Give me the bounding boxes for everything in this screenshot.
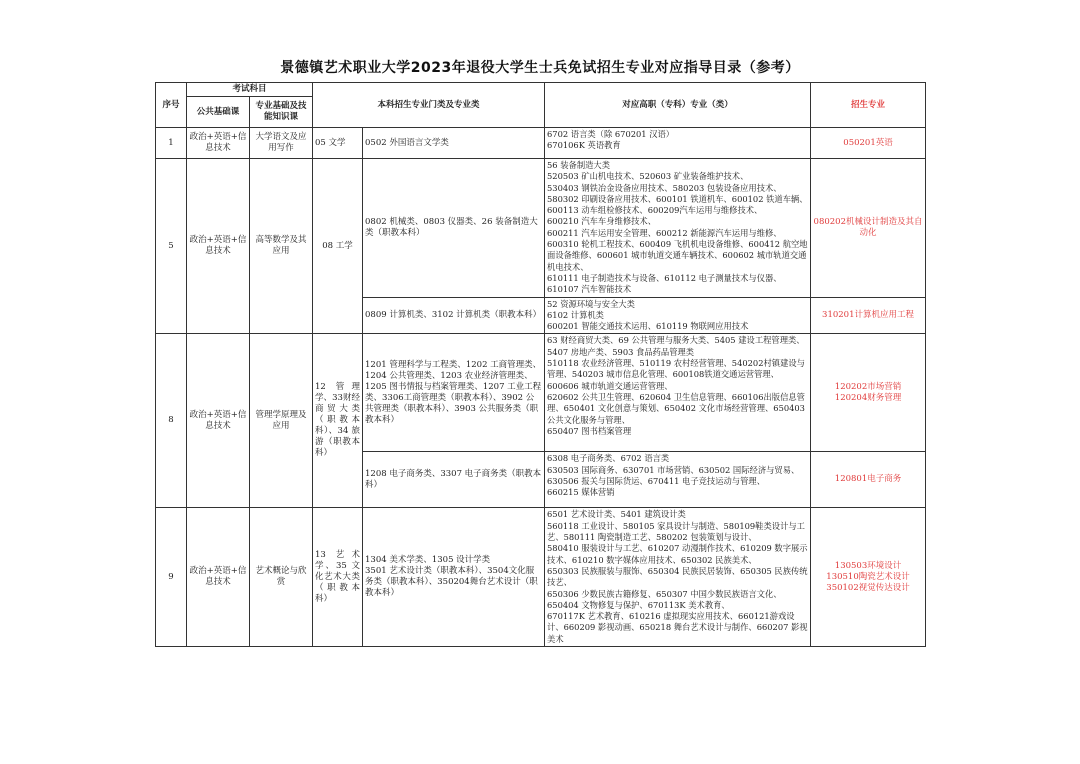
row-8-major-course: 管理学原理及应用: [250, 334, 313, 508]
header-undergrad-categories: 本科招生专业门类及专业类: [313, 83, 545, 128]
row-8-enroll-a: 120202市场营销 120204财务管理: [811, 334, 926, 452]
row-1-major-course: 大学语文及应用写作: [250, 128, 313, 159]
row-9-category: 1304 美术学类、1305 设计学类 3501 艺术设计类（职教本科）、3504文化服务类（职教本科）、350204舞台艺术设计（职教本科）: [363, 508, 545, 647]
major-mapping-table: [155, 82, 926, 647]
page-title: 景德镇艺术职业大学2023年退役大学生士兵免试招生专业对应指导目录（参考）: [280, 60, 800, 76]
row-5-vocational-b: 52 资源环境与安全大类 6102 计算机类 600201 智能交通技术运用、610119 物联网应用技术: [545, 297, 811, 334]
row-1-vocational: 6702 语言类（除 670201 汉语） 670106K 英语教育: [545, 128, 811, 159]
header-public-course: 公共基础课: [187, 97, 250, 128]
row-9-vocational: 6501 艺术设计类、5401 建筑设计类 560118 工业设计、580105 家具设计与制造、580109鞋类设计与工艺、580111 陶瓷制造工艺、580202 包装策划与设计、 580410 服装设计与工艺、610207 动漫制作技术、610209 数字展示技术、610210 数字媒体应用技术、650302 民族美术、 650303 民族服装与服饰、650304 民族民居装饰、650305 民族传统技艺、 650306 少数民族古籍修复、650307 中国少数民族语言文化、 650404 文物修复与保护、670113K 美术教育、 670117K 艺术教育、610216 虚拟现实应用技术、660121游戏设计、660209 影视动画、650218 舞台艺术设计与制作、660207 影视美术: [545, 508, 811, 647]
row-8-category-a: 1201 管理科学与工程类、1202 工商管理类、1204 公共管理类、1203 农业经济管理类、1205 图书情报与档案管理类、1207 工业工程类、3306工商管理类（职教本科）、3902 公共管理类（职教本科）、3903 公共服务类（职教本科）: [363, 334, 545, 452]
row-5-major-course: 高等数学及其应用: [250, 159, 313, 334]
row-5-category-a: 0802 机械类、0803 仪器类、26 装备制造大类（职教本科）: [363, 159, 545, 298]
row-8-category-b: 1208 电子商务类、3307 电子商务类（职教本科）: [363, 452, 545, 508]
row-9-public: 政治+英语+信息技术: [187, 508, 250, 647]
row-5-enroll-a: 080202机械设计制造及其自动化: [811, 159, 926, 298]
row-1-enroll: 050201英语: [811, 128, 926, 159]
row-1-public: 政治+英语+信息技术: [187, 128, 250, 159]
row-8-seq: 8: [156, 334, 187, 508]
row-5-seq: 5: [156, 159, 187, 334]
row-1-discipline: 05 文学: [313, 128, 363, 159]
header-major-course: 专业基础及技能知识课: [250, 97, 313, 128]
row-8-vocational-a: 63 财经商贸大类、69 公共管理与服务大类、5405 建设工程管理类、5407 房地产类、5903 食品药品管理类 510118 农业经济管理、510119 农村经营管理、540202村镇建设与管理、540203 城市信息化管理、600108铁道交通运营管理、600606 城市轨道交通运营管理、 620602 公共卫生管理、620604 卫生信息管理、660106出版信息管理、650401 文化创意与策划、650402 文化市场经营管理、650403 公共文化服务与管理、 650407 图书档案管理: [545, 334, 811, 452]
row-5-enroll-b: 310201计算机应用工程: [811, 297, 926, 334]
row-8-vocational-b: 6308 电子商务类、6702 语言类 630503 国际商务、630701 市场营销、630502 国际经济与贸易、630506 报关与国际货运、670411 电子竞技运动与管理、 660215 媒体营销: [545, 452, 811, 508]
row-1-category: 0502 外国语言文学类: [363, 128, 545, 159]
row-5-discipline: 08 工学: [313, 159, 363, 334]
row-5-public: 政治+英语+信息技术: [187, 159, 250, 334]
row-8-discipline: 12 管理学、33财经商贸大类（职教本科）、34 旅游（职教本科）: [313, 334, 363, 508]
row-9-seq: 9: [156, 508, 187, 647]
row-5-category-b: 0809 计算机类、3102 计算机类（职教本科）: [363, 297, 545, 334]
header-enroll-major: 招生专业: [811, 83, 926, 128]
row-9-major-course: 艺术概论与欣赏: [250, 508, 313, 647]
header-exam-subjects: 考试科目: [187, 83, 313, 97]
row-8-public: 政治+英语+信息技术: [187, 334, 250, 508]
row-9-discipline: 13 艺术学、35 文化艺术大类（职教本科）: [313, 508, 363, 647]
row-8-enroll-b: 120801电子商务: [811, 452, 926, 508]
row-1-seq: 1: [156, 128, 187, 159]
row-5-vocational-a: 56 装备制造大类 520503 矿山机电技术、520603 矿业装备维护技术、 530403 钢铁冶金设备应用技术、580203 包装设备应用技术、 580302 印刷设备应用技术、600101 铁道机车、600102 铁道车辆、600113 动车组检修技术、600209汽车运用与维修技术、 600210 汽车车身维修技术、 600211 汽车运用安全管理、600212 新能源汽车运用与维修、 600310 轮机工程技术、600409 飞机机电设备维修、600412 航空地面设备维修、600601 城市轨道交通车辆技术、600602 城市轨道交通机电技术、 610111 电子制造技术与设备、610112 电子测量技术与仪器、 610107 汽车智能技术: [545, 159, 811, 298]
header-seq: 序号: [156, 83, 187, 128]
header-vocational-majors: 对应高职（专科）专业（类）: [545, 83, 811, 128]
row-9-enroll: 130503环境设计 130510陶瓷艺术设计 350102视觉传达设计: [811, 508, 926, 647]
